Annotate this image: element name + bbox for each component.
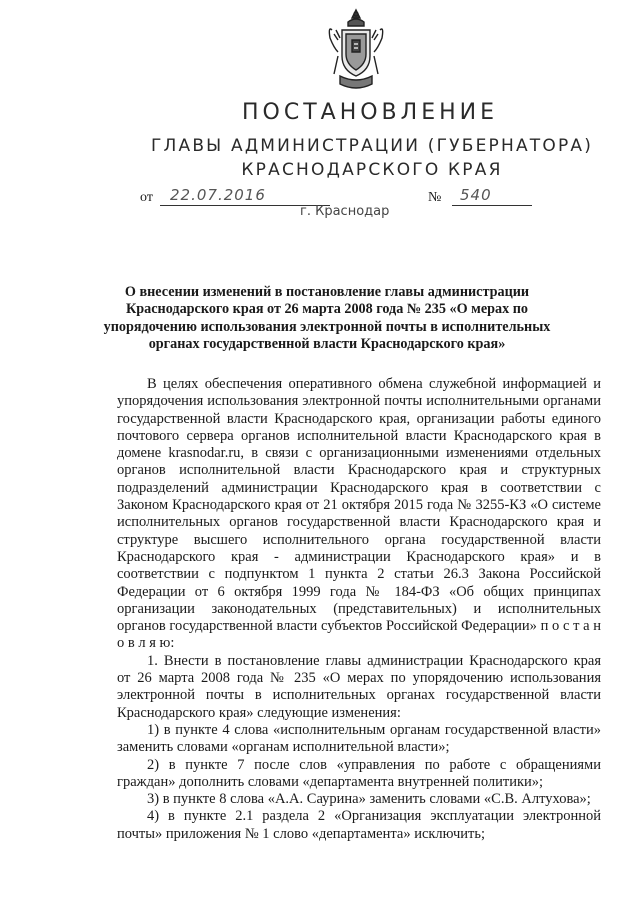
clause-1-paragraph: 1. Внести в постановление главы администрации Краснодарского края от 26 марта 2008 года № 235 «О мерах по упорядочению использования электронной почты в исполнительных органах государственной власти Краснодарского края» следующие изменения: bbox=[117, 652, 601, 721]
city-label: г. Краснодар bbox=[300, 204, 390, 219]
document-body bbox=[117, 376, 601, 843]
date-prefix: от bbox=[140, 190, 153, 205]
subclause-3-paragraph: 3) в пункте 8 слова «А.А. Саурина» заменить словами «С.В. Алтухова»; bbox=[147, 791, 591, 808]
document-number: 540 bbox=[460, 186, 492, 204]
preamble-paragraph: В целях обеспечения оперативного обмена служебной информацией и упорядочения использования электронной почты исполнительными органами государственной власти Краснодарского края, организации работы единого почтового сервера органов исполнительной власти Краснодарского края в домене krasnodar.ru, в связи с организационными изменениями отдельных органов исполнительной власти Краснодарского края и структурных подразделений администрации Краснодарского края в соответствии с Законом Краснодарского края от 21 октября 2015 года № 3255-КЗ «О системе исполнительных органов государственной власти Краснодарского края и структуре высшего исполнительного органа государственной власти Краснодарского края - администрации Краснодарского края» и в соответствии с подпунктом 1 пункта 2 статьи 26.3 Закона Российской Федерации от 6 октября 1999 года № 184-ФЗ «Об общих принципах организации законодательных (представительных) и исполнительных органов государственной власти субъектов Российской Федерации» п о с т а н о в л я ю: bbox=[117, 376, 601, 652]
number-prefix: № bbox=[428, 190, 442, 205]
issuer-heading: ГЛАВЫ АДМИНИСТРАЦИИ (ГУБЕРНАТОРА) bbox=[150, 136, 594, 156]
document-date: 22.07.2016 bbox=[170, 186, 266, 204]
subclause-4-paragraph: 4) в пункте 2.1 раздела 2 «Организация эксплуатации электронной почты» приложения № 1 слово «департамента» исключить; bbox=[117, 808, 601, 842]
coat-of-arms-emblem bbox=[324, 8, 388, 92]
subclause-1-paragraph: 1) в пункте 4 слова «исполнительным органам государственной власти» заменить словами «органам исполнительной власти»; bbox=[117, 721, 601, 756]
number-underline bbox=[452, 205, 532, 206]
document-type-heading: ПОСТАНОВЛЕНИЕ bbox=[241, 100, 498, 125]
subclause-2-paragraph: 2) в пункте 7 после слов «управления по работе с обращениями граждан» дополнить словами «департамента внутренней политики»; bbox=[117, 756, 601, 790]
region-heading: КРАСНОДАРСКОГО КРАЯ bbox=[241, 160, 503, 180]
document-title: О внесении изменений в постановление главы администрации Краснодарского края от 26 марта 2008 года № 235 «О мерах по упорядочению использования электронной почты в исполнительных органах государственной власти Краснодарского края» bbox=[103, 284, 551, 352]
